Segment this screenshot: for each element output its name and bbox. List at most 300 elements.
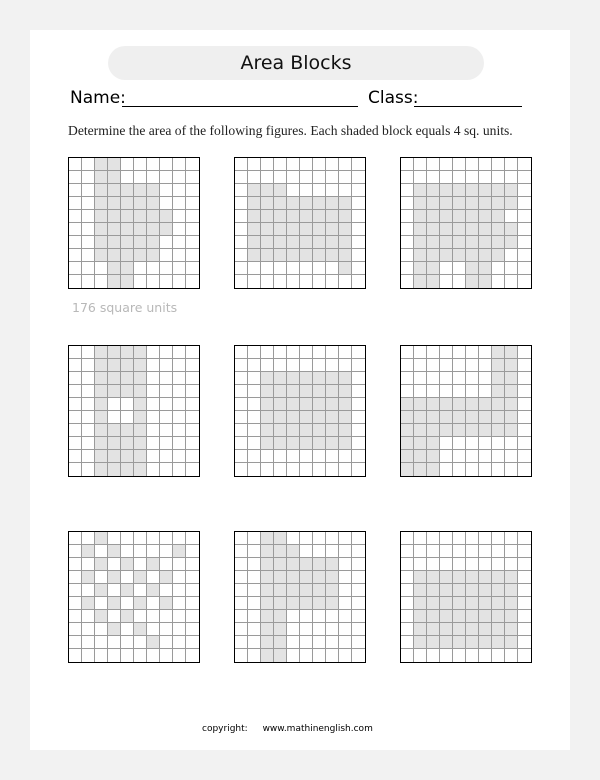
shaded-block [274, 597, 287, 610]
grid-cell [160, 545, 173, 558]
shaded-block [466, 197, 479, 210]
shaded-block [427, 623, 440, 636]
grid-cell [427, 158, 440, 171]
shaded-block [300, 437, 313, 450]
shaded-block [313, 249, 326, 262]
shaded-block [440, 636, 453, 649]
grid-cell [134, 649, 147, 662]
grid-cell [95, 636, 108, 649]
shaded-block [427, 223, 440, 236]
grid-cell [235, 249, 248, 262]
shaded-block [274, 411, 287, 424]
shaded-block [108, 197, 121, 210]
grid-cell [121, 532, 134, 545]
shaded-block [95, 450, 108, 463]
grid-cell [427, 359, 440, 372]
shaded-block [339, 236, 352, 249]
shaded-block [274, 372, 287, 385]
shaded-block [108, 249, 121, 262]
shaded-block [134, 623, 147, 636]
grid-cell [326, 275, 339, 288]
shaded-block [427, 463, 440, 476]
grid-cell [505, 463, 518, 476]
grid-cell [108, 532, 121, 545]
grid-cell [287, 359, 300, 372]
grid-cell [173, 346, 186, 359]
grid-cell [248, 398, 261, 411]
grid-cell [160, 623, 173, 636]
shaded-block [248, 184, 261, 197]
grid-cell [453, 262, 466, 275]
shaded-block [134, 346, 147, 359]
grid-cell [326, 262, 339, 275]
grid-cell [479, 450, 492, 463]
shaded-block [261, 649, 274, 662]
shaded-block [134, 184, 147, 197]
shaded-block [479, 571, 492, 584]
grid-cell [518, 372, 531, 385]
shaded-block [95, 236, 108, 249]
grid-cell [518, 558, 531, 571]
shaded-block [134, 359, 147, 372]
shaded-block [453, 197, 466, 210]
shaded-block [160, 597, 173, 610]
shaded-block [466, 210, 479, 223]
grid-cell [401, 584, 414, 597]
shaded-block [505, 346, 518, 359]
shaded-block [300, 197, 313, 210]
shaded-block [479, 623, 492, 636]
grid-cell [401, 210, 414, 223]
grid-cell [326, 359, 339, 372]
shaded-block [261, 385, 274, 398]
grid-cell [505, 171, 518, 184]
shaded-block [492, 636, 505, 649]
grid-cell [248, 463, 261, 476]
shaded-block [505, 184, 518, 197]
shaded-block [479, 210, 492, 223]
shaded-block [492, 610, 505, 623]
grid-cell [160, 450, 173, 463]
shaded-block [108, 171, 121, 184]
grid-cell [274, 359, 287, 372]
shaded-block [492, 249, 505, 262]
grid-cell [414, 171, 427, 184]
grid-cell [505, 649, 518, 662]
shaded-block [95, 610, 108, 623]
grid-cell [186, 372, 199, 385]
class-answer-line[interactable] [414, 106, 522, 107]
shaded-block [147, 558, 160, 571]
grid-cell [401, 236, 414, 249]
shaded-block [339, 385, 352, 398]
shaded-block [274, 532, 287, 545]
shaded-block [108, 275, 121, 288]
grid-cell [69, 385, 82, 398]
grid-cell [69, 636, 82, 649]
grid-cell [248, 275, 261, 288]
grid-cell [453, 275, 466, 288]
grid-cell [287, 262, 300, 275]
shaded-block [440, 623, 453, 636]
grid-cell [326, 636, 339, 649]
grid-cell [287, 610, 300, 623]
grid-cell [518, 385, 531, 398]
shaded-block [274, 636, 287, 649]
shaded-block [121, 346, 134, 359]
shaded-block [261, 610, 274, 623]
shaded-block [248, 236, 261, 249]
shaded-block [108, 545, 121, 558]
shaded-block [414, 398, 427, 411]
shaded-block [287, 223, 300, 236]
grid-cell [352, 197, 365, 210]
grid-cell [453, 385, 466, 398]
grid-cell [147, 545, 160, 558]
grid-cell [82, 210, 95, 223]
shaded-block [505, 424, 518, 437]
shaded-block [287, 249, 300, 262]
grid-cell [352, 184, 365, 197]
grid-cell [401, 623, 414, 636]
figure-grid-7 [68, 531, 200, 663]
grid-cell [287, 346, 300, 359]
grid-cell [300, 450, 313, 463]
grid-cell [466, 359, 479, 372]
shaded-block [134, 437, 147, 450]
shaded-block [134, 385, 147, 398]
shaded-block [313, 597, 326, 610]
grid-cell [313, 184, 326, 197]
grid-cell [160, 249, 173, 262]
shaded-block [300, 584, 313, 597]
grid-cell [518, 197, 531, 210]
grid-cell [134, 262, 147, 275]
grid-cell [427, 649, 440, 662]
grid-cell [518, 649, 531, 662]
grid-cell [69, 424, 82, 437]
grid-cell [453, 372, 466, 385]
shaded-block [274, 558, 287, 571]
grid-cell [352, 372, 365, 385]
shaded-block [121, 385, 134, 398]
grid-cell [235, 385, 248, 398]
grid-cell [274, 158, 287, 171]
shaded-block [300, 249, 313, 262]
grid-cell [82, 636, 95, 649]
grid-cell [261, 359, 274, 372]
shaded-block [313, 236, 326, 249]
shaded-block [300, 223, 313, 236]
shaded-block [287, 197, 300, 210]
grid-cell [82, 610, 95, 623]
grid-cell [352, 346, 365, 359]
grid-cell [440, 450, 453, 463]
grid-cell [300, 463, 313, 476]
shaded-block [326, 236, 339, 249]
grid-cell [82, 158, 95, 171]
shaded-block [414, 262, 427, 275]
grid-cell [235, 210, 248, 223]
shaded-block [108, 262, 121, 275]
grid-cell [95, 597, 108, 610]
shaded-block [505, 398, 518, 411]
grid-cell [401, 249, 414, 262]
grid-cell [147, 463, 160, 476]
grid-cell [248, 623, 261, 636]
grid-cell [352, 610, 365, 623]
grid-cell [440, 372, 453, 385]
grid-cell [121, 411, 134, 424]
shaded-block [82, 545, 95, 558]
grid-cell [352, 210, 365, 223]
grid-cell [160, 437, 173, 450]
grid-cell [69, 398, 82, 411]
grid-cell [173, 398, 186, 411]
grid-cell [108, 649, 121, 662]
grid-cell [160, 558, 173, 571]
shaded-block [134, 463, 147, 476]
shaded-block [466, 610, 479, 623]
shaded-block [440, 571, 453, 584]
shaded-block [274, 249, 287, 262]
grid-cell [505, 275, 518, 288]
grid-cell [466, 463, 479, 476]
sample-answer: 176 square units [72, 300, 178, 315]
shaded-block [313, 398, 326, 411]
shaded-block [147, 584, 160, 597]
grid-cell [186, 249, 199, 262]
shaded-block [453, 636, 466, 649]
grid-cell [339, 532, 352, 545]
grid-cell [186, 424, 199, 437]
grid-cell [186, 197, 199, 210]
grid-cell [440, 463, 453, 476]
grid-cell [352, 236, 365, 249]
shaded-block [401, 424, 414, 437]
shaded-block [313, 424, 326, 437]
grid-cell [235, 424, 248, 437]
grid-cell [352, 623, 365, 636]
grid-cell [479, 649, 492, 662]
shaded-block [121, 262, 134, 275]
grid-cell [147, 359, 160, 372]
grid-cell [248, 610, 261, 623]
grid-cell [186, 184, 199, 197]
grid-cell [339, 184, 352, 197]
shaded-block [95, 359, 108, 372]
grid-cell [95, 571, 108, 584]
shaded-block [414, 210, 427, 223]
grid-cell [134, 171, 147, 184]
grid-cell [479, 372, 492, 385]
shaded-block [440, 223, 453, 236]
grid-cell [505, 210, 518, 223]
grid-cell [427, 346, 440, 359]
grid-cell [95, 649, 108, 662]
grid-cell [160, 372, 173, 385]
grid-cell [453, 346, 466, 359]
grid-cell [173, 463, 186, 476]
shaded-block [492, 359, 505, 372]
grid-cell [287, 649, 300, 662]
grid-cell [235, 236, 248, 249]
grid-cell [160, 158, 173, 171]
grid-cell [173, 210, 186, 223]
grid-cell [505, 450, 518, 463]
grid-cell [69, 275, 82, 288]
shaded-block [427, 197, 440, 210]
shaded-block [274, 437, 287, 450]
grid-cell [453, 171, 466, 184]
grid-cell [173, 597, 186, 610]
shaded-block [313, 223, 326, 236]
shaded-block [492, 398, 505, 411]
shaded-block [134, 223, 147, 236]
shaded-block [427, 437, 440, 450]
shaded-block [95, 346, 108, 359]
grid-cell [173, 450, 186, 463]
shaded-block [300, 424, 313, 437]
shaded-block [505, 236, 518, 249]
grid-cell [440, 385, 453, 398]
grid-cell [248, 411, 261, 424]
shaded-block [248, 223, 261, 236]
grid-cell [453, 649, 466, 662]
grid-cell [414, 558, 427, 571]
shaded-block [401, 398, 414, 411]
grid-cell [313, 532, 326, 545]
shaded-block [414, 597, 427, 610]
shaded-block [505, 372, 518, 385]
grid-cell [134, 610, 147, 623]
grid-cell [82, 184, 95, 197]
shaded-block [274, 545, 287, 558]
shaded-block [414, 184, 427, 197]
shaded-block [466, 249, 479, 262]
shaded-block [326, 411, 339, 424]
grid-cell [352, 450, 365, 463]
footer-website[interactable]: www.mathinenglish.com [262, 724, 373, 734]
grid-cell [414, 545, 427, 558]
shaded-block [453, 184, 466, 197]
grid-cell [300, 623, 313, 636]
grid-cell [82, 236, 95, 249]
grid-cell [235, 571, 248, 584]
grid-cell [492, 649, 505, 662]
shaded-block [401, 463, 414, 476]
grid-cell [339, 545, 352, 558]
grid-cell [82, 385, 95, 398]
grid-cell [313, 171, 326, 184]
grid-cell [492, 275, 505, 288]
grid-cell [147, 346, 160, 359]
grid-cell [173, 610, 186, 623]
shaded-block [313, 372, 326, 385]
grid-cell [235, 437, 248, 450]
grid-cell [248, 346, 261, 359]
grid-cell [427, 532, 440, 545]
grid-cell [401, 571, 414, 584]
grid-cell [326, 623, 339, 636]
shaded-block [427, 210, 440, 223]
grid-cell [108, 610, 121, 623]
grid-cell [352, 558, 365, 571]
grid-cell [352, 275, 365, 288]
grid-cell [134, 636, 147, 649]
grid-cell [414, 359, 427, 372]
shaded-block [261, 636, 274, 649]
shaded-block [505, 597, 518, 610]
grid-cell [134, 532, 147, 545]
grid-cell [173, 249, 186, 262]
grid-cell [352, 463, 365, 476]
name-answer-line[interactable] [122, 106, 358, 107]
shaded-block [147, 249, 160, 262]
shaded-block [414, 424, 427, 437]
grid-cell [518, 636, 531, 649]
grid-cell [492, 437, 505, 450]
shaded-block [108, 158, 121, 171]
shaded-block [492, 223, 505, 236]
grid-cell [313, 346, 326, 359]
shaded-block [108, 385, 121, 398]
grid-cell [453, 532, 466, 545]
shaded-block [274, 223, 287, 236]
shaded-block [427, 597, 440, 610]
grid-cell [401, 636, 414, 649]
shaded-block [453, 223, 466, 236]
grid-cell [248, 158, 261, 171]
shaded-block [427, 262, 440, 275]
shaded-block [134, 597, 147, 610]
grid-cell [235, 610, 248, 623]
grid-cell [173, 171, 186, 184]
grid-cell [352, 649, 365, 662]
shaded-block [427, 636, 440, 649]
grid-cell [186, 450, 199, 463]
shaded-block [261, 571, 274, 584]
shaded-block [300, 398, 313, 411]
shaded-block [326, 597, 339, 610]
grid-cell [173, 636, 186, 649]
grid-cell [339, 571, 352, 584]
shaded-block [326, 249, 339, 262]
shaded-block [121, 424, 134, 437]
grid-cell [173, 437, 186, 450]
grid-cell [173, 584, 186, 597]
grid-cell [352, 545, 365, 558]
grid-cell [173, 262, 186, 275]
shaded-block [427, 571, 440, 584]
grid-cell [414, 346, 427, 359]
shaded-block [414, 249, 427, 262]
grid-cell [300, 262, 313, 275]
shaded-block [414, 571, 427, 584]
shaded-block [287, 437, 300, 450]
grid-cell [173, 571, 186, 584]
grid-cell [69, 236, 82, 249]
grid-cell [466, 385, 479, 398]
shaded-block [466, 184, 479, 197]
grid-cell [261, 262, 274, 275]
shaded-block [479, 411, 492, 424]
grid-cell [313, 610, 326, 623]
grid-cell [82, 249, 95, 262]
grid-cell [479, 558, 492, 571]
shaded-block [274, 398, 287, 411]
shaded-block [261, 223, 274, 236]
